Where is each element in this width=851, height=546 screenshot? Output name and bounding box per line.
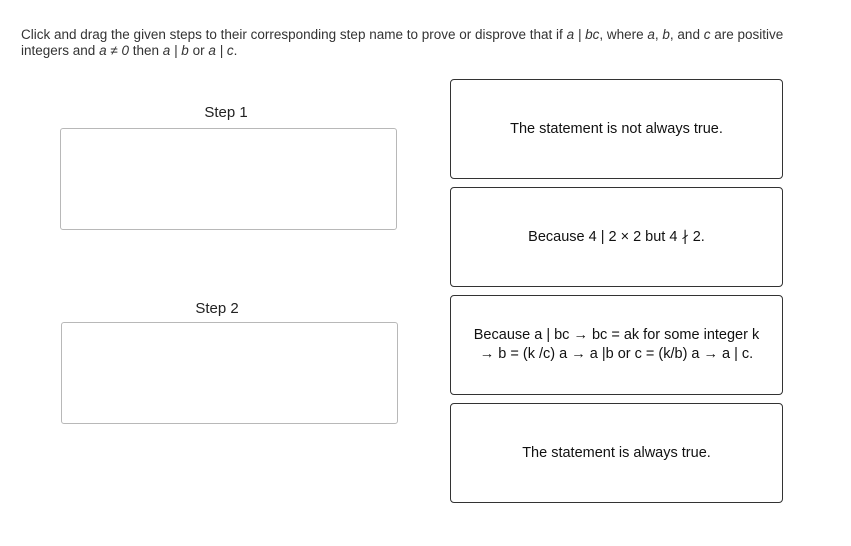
card-text-line-2: → b = (k /c) a → a |b or c = (k/b) a → a | c. <box>479 346 754 362</box>
card-text: The statement is always true. <box>522 444 711 461</box>
draggable-card-always-true[interactable] <box>450 403 783 503</box>
step-2-label: Step 2 <box>195 300 239 317</box>
draggable-card-counterexample[interactable] <box>450 187 783 287</box>
step-1-drop-zone[interactable] <box>60 128 397 230</box>
draggable-card-not-always-true[interactable] <box>450 79 783 179</box>
draggable-card-direct-proof[interactable] <box>450 295 783 395</box>
card-text: Because 4 | 2 × 2 but 4 ∤ 2. <box>528 228 705 245</box>
step-2-drop-zone[interactable] <box>61 322 398 424</box>
instructions-text: Click and drag the given steps to their corresponding step name to prove or disprove that if a | bc, where a, b, and c are positive integers and a ≠ 0 then a | b or a | c. <box>21 27 784 58</box>
step-1-label: Step 1 <box>204 104 248 121</box>
card-text-line-1: Because a | bc → bc = ak for some integer k <box>473 327 760 343</box>
card-text: The statement is not always true. <box>510 120 723 137</box>
